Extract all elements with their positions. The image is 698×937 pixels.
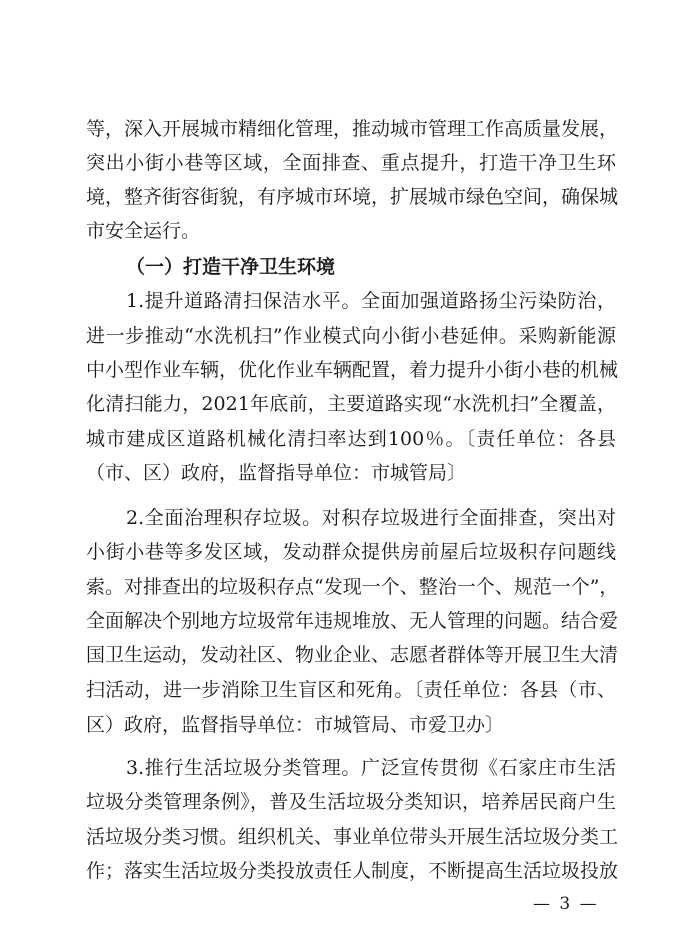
body-text-line: 小街小巷等多发区域，发动群众提供房前屋后垃圾积存问题线 <box>86 541 616 563</box>
body-text-line: 1.提升道路清扫保洁水平。全面加强道路扬尘污染防治， <box>126 290 616 312</box>
page-number: — 3 — <box>533 894 599 914</box>
body-text-line: 扫活动，进一步消除卫生盲区和死角。〔责任单位：各县（市、 <box>86 679 616 701</box>
body-text-line: 境，整齐街容街貌，有序城市环境，扩展城市绿色空间，确保城 <box>86 186 619 208</box>
body-text-line: 突出小街小巷等区域，全面排查、重点提升，打造干净卫生环 <box>86 152 616 174</box>
body-text-line: （市、区）政府，监督指导单位：市城管局〕 <box>86 462 467 484</box>
body-text-line: 全面解决个别地方垃圾常年违规堆放、无人管理的问题。结合爱 <box>86 610 619 632</box>
body-text-line: 等，深入开展城市精细化管理，推动城市管理工作高质量发展， <box>86 118 619 140</box>
body-text-line: 进一步推动“水洗机扫”作业模式向小街小巷延伸。采购新能源 <box>86 325 616 347</box>
body-text-line: 作；落实生活垃圾分类投放责任人制度，不断提高生活垃圾投放 <box>86 860 619 882</box>
body-text-line: 化清扫能力，2021年底前，主要道路实现“水洗机扫”全覆盖， <box>86 393 616 415</box>
body-text-line: 3.推行生活垃圾分类管理。广泛宣传贯彻《石家庄市生活 <box>126 757 616 779</box>
body-text-line: 国卫生运动，发动社区、物业企业、志愿者群体等开展卫生大清 <box>86 644 619 666</box>
body-text-line: 2.全面治理积存垃圾。对积存垃圾进行全面排查，突出对 <box>126 507 616 529</box>
section-heading: （一）打造干净卫生环境 <box>126 256 336 278</box>
body-text-line: 活垃圾分类习惯。组织机关、事业单位带头开展生活垃圾分类工 <box>86 826 619 848</box>
body-text-line: 市安全运行。 <box>86 220 201 242</box>
body-text-line: 索。对排查出的垃圾积存点“发现一个、整治一个、规范一个”， <box>86 576 619 598</box>
body-text-line: 区）政府，监督指导单位：市城管局、市爱卫办〕 <box>86 714 505 736</box>
body-text-line: 垃圾分类管理条例》，普及生活垃圾分类知识，培养居民商户生 <box>86 791 616 813</box>
body-text-line: 城市建成区道路机械化清扫率达到100％。〔责任单位：各县 <box>86 428 616 450</box>
body-text-line: 中小型作业车辆，优化作业车辆配置，着力提升小街小巷的机械 <box>86 359 619 381</box>
